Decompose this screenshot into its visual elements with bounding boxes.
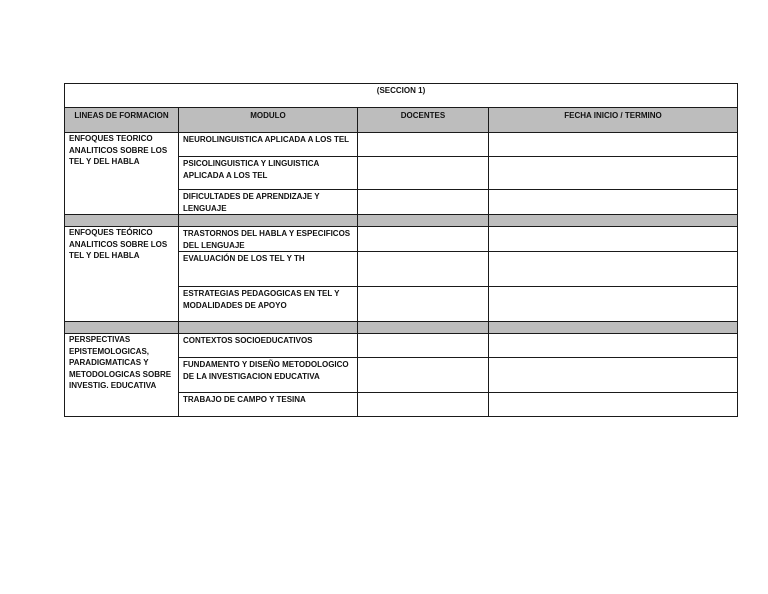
fecha-cell[interactable] [489, 287, 738, 322]
separator-cell [358, 215, 489, 227]
fecha-cell[interactable] [489, 157, 738, 190]
fecha-cell[interactable] [489, 252, 738, 287]
table-row [65, 227, 738, 252]
fecha-cell[interactable] [489, 358, 738, 393]
docentes-cell[interactable] [358, 252, 489, 287]
linea-formacion-cell: ENFOQUES TEÓRICO ANALITICOS SOBRE LOS TEL Y DEL HABLA [65, 227, 179, 322]
modulo-cell: CONTEXTOS SOCIOEDUCATIVOS [179, 334, 358, 358]
docentes-cell[interactable] [358, 157, 489, 190]
section-title: (SECCION 1) [65, 84, 738, 108]
docentes-cell[interactable] [358, 287, 489, 322]
linea-formacion-cell: PERSPECTIVAS EPISTEMOLOGICAS, PARADIGMATICAS Y METODOLOGICAS SOBRE INVESTIG. EDUCATIVA [65, 334, 179, 417]
linea-formacion-cell: ENFOQUES TEORICO ANALITICOS SOBRE LOS TEL Y DEL HABLA [65, 133, 179, 215]
docentes-cell[interactable] [358, 358, 489, 393]
section-title-row [65, 84, 738, 108]
fecha-cell[interactable] [489, 227, 738, 252]
separator-cell [179, 215, 358, 227]
header-fecha: FECHA INICIO / TERMINO [489, 108, 738, 133]
program-schedule-table [64, 83, 738, 417]
separator-cell [65, 322, 179, 334]
table-row [65, 133, 738, 157]
header-modulo: MODULO [179, 108, 358, 133]
separator-row [65, 322, 738, 334]
separator-cell [489, 215, 738, 227]
docentes-cell[interactable] [358, 190, 489, 215]
separator-cell [179, 322, 358, 334]
modulo-cell: DIFICULTADES DE APRENDIZAJE Y LENGUAJE [179, 190, 358, 215]
modulo-cell: PSICOLINGUISTICA Y LINGUISTICA APLICADA A LOS TEL [179, 157, 358, 190]
modulo-cell: EVALUACIÓN DE LOS TEL Y TH [179, 252, 358, 287]
fecha-cell[interactable] [489, 133, 738, 157]
fecha-cell[interactable] [489, 393, 738, 417]
separator-row [65, 215, 738, 227]
fecha-cell[interactable] [489, 334, 738, 358]
modulo-cell: TRASTORNOS DEL HABLA Y ESPECIFICOS DEL LENGUAJE [179, 227, 358, 252]
modulo-cell: TRABAJO DE CAMPO Y TESINA [179, 393, 358, 417]
docentes-cell[interactable] [358, 334, 489, 358]
header-lineas: LINEAS DE FORMACION [65, 108, 179, 133]
docentes-cell[interactable] [358, 393, 489, 417]
fecha-cell[interactable] [489, 190, 738, 215]
header-row [65, 108, 738, 133]
modulo-cell: FUNDAMENTO Y DISEÑO METODOLOGICO DE LA INVESTIGACION EDUCATIVA [179, 358, 358, 393]
header-docentes: DOCENTES [358, 108, 489, 133]
separator-cell [358, 322, 489, 334]
modulo-cell: ESTRATEGIAS PEDAGOGICAS EN TEL Y MODALIDADES DE APOYO [179, 287, 358, 322]
modulo-cell: NEUROLINGUISTICA APLICADA A LOS TEL [179, 133, 358, 157]
table-row [65, 334, 738, 358]
separator-cell [65, 215, 179, 227]
separator-cell [489, 322, 738, 334]
docentes-cell[interactable] [358, 133, 489, 157]
docentes-cell[interactable] [358, 227, 489, 252]
